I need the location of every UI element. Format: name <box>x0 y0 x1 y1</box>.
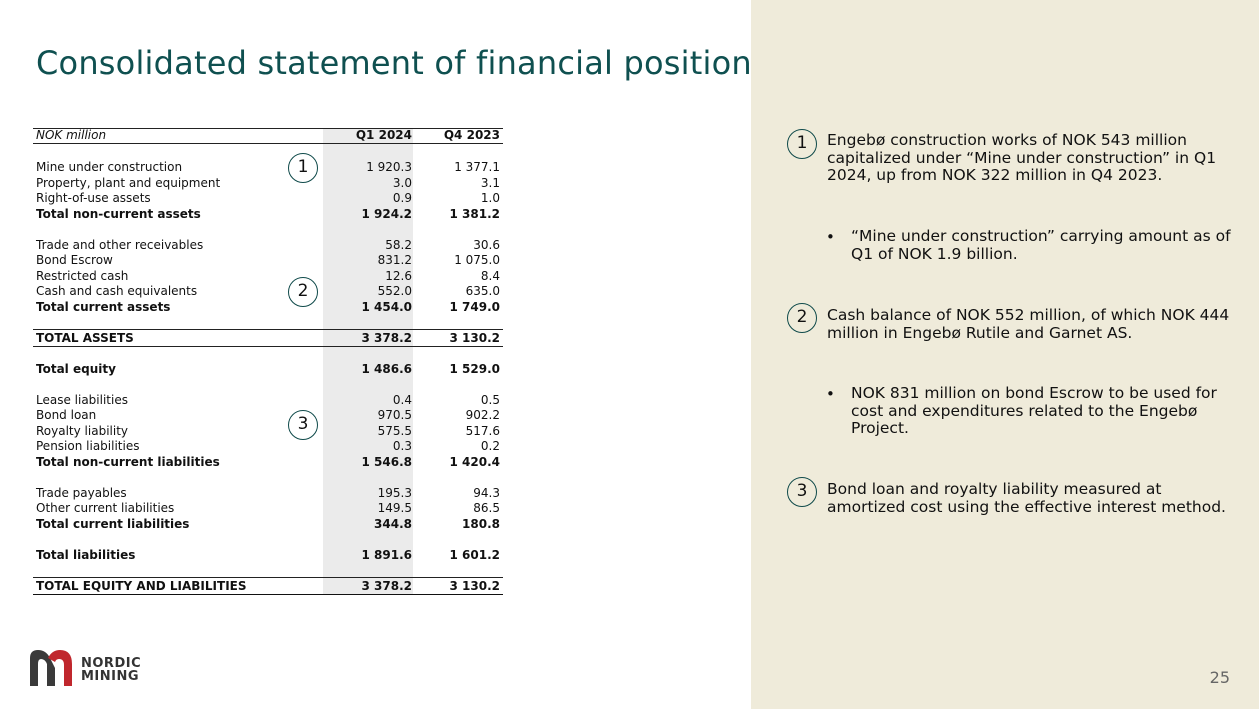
row-q1-value: 344.8 <box>374 517 412 531</box>
row-label: Total equity <box>36 362 116 376</box>
note-1-bullet-text: “Mine under construction” carrying amount as of Q1 of NOK 1.9 billion. <box>851 227 1231 263</box>
row-q4-value: 3.1 <box>480 176 500 190</box>
table-row <box>33 176 503 191</box>
table-row <box>33 501 503 516</box>
row-q4-value: 1 420.4 <box>449 455 500 469</box>
row-label: Bond loan <box>36 408 97 422</box>
table-grand-total-row <box>33 579 503 594</box>
row-label: TOTAL ASSETS <box>36 331 134 345</box>
row-q4-value: 1 377.1 <box>454 160 500 174</box>
logo-line-2: MINING <box>81 669 140 684</box>
table-row <box>33 408 503 423</box>
table-row <box>33 269 503 284</box>
row-q4-value: 8.4 <box>480 269 500 283</box>
row-q4-value: 1 749.0 <box>449 300 500 314</box>
table-top-rule <box>33 128 503 129</box>
logo-wordmark <box>81 657 141 683</box>
row-label: Total current liabilities <box>36 517 190 531</box>
row-q1-value: 3.0 <box>392 176 412 190</box>
marker-2-table: 2 <box>288 277 318 307</box>
row-label: Right-of-use assets <box>36 191 151 205</box>
row-q1-value: 552.0 <box>377 284 412 298</box>
row-q1-value: 195.3 <box>377 486 412 500</box>
row-label: Total non-current liabilities <box>36 455 220 469</box>
table-header-row <box>33 128 503 143</box>
slide-title: Consolidated statement of financial position <box>36 44 752 82</box>
row-q1-value: 1 924.2 <box>361 207 412 221</box>
row-label: TOTAL EQUITY AND LIABILITIES <box>36 579 247 593</box>
table-total-row <box>33 548 503 563</box>
page-number: 25 <box>1209 668 1230 687</box>
table-row <box>33 253 503 268</box>
row-q1-value: 1 546.8 <box>361 455 412 469</box>
header-q4-2023: Q4 2023 <box>443 128 500 142</box>
table-row <box>33 238 503 253</box>
notes-panel <box>751 0 1259 709</box>
row-q4-value: 180.8 <box>462 517 500 531</box>
row-q4-value: 1 601.2 <box>449 548 500 562</box>
row-q4-value: 94.3 <box>473 486 500 500</box>
row-q1-value: 0.4 <box>392 393 412 407</box>
table-grand-total-row <box>33 331 503 346</box>
total-assets-bottom-rule <box>33 346 503 347</box>
table-bottom-rule <box>33 594 503 595</box>
row-q1-value: 575.5 <box>377 424 412 438</box>
row-label: Total non-current assets <box>36 207 201 221</box>
table-row <box>33 191 503 206</box>
row-label: Cash and cash equivalents <box>36 284 198 298</box>
marker-1-note: 1 <box>787 129 817 159</box>
row-q1-value: 3 378.2 <box>361 579 412 593</box>
row-label: Total liabilities <box>36 548 136 562</box>
table-row <box>33 160 503 175</box>
bullet-dot: • <box>826 385 835 403</box>
total-assets-top-rule <box>33 329 503 330</box>
table-total-row <box>33 517 503 532</box>
row-label: Bond Escrow <box>36 253 113 267</box>
table-total-row <box>33 362 503 377</box>
table-row <box>33 424 503 439</box>
table-row <box>33 393 503 408</box>
header-q1-2024: Q1 2024 <box>355 128 412 142</box>
marker-2-note: 2 <box>787 303 817 333</box>
note-1-text: Engebø construction works of NOK 543 million capitalized under “Mine under construction” in Q1 2024, up from NOK 322 million in Q4 2023. <box>827 131 1217 184</box>
row-label: Restricted cash <box>36 269 129 283</box>
row-q1-value: 0.3 <box>392 439 412 453</box>
row-q4-value: 902.2 <box>465 408 500 422</box>
row-q1-value: 831.2 <box>377 253 412 267</box>
row-q1-value: 1 454.0 <box>361 300 412 314</box>
row-q1-value: 1 920.3 <box>366 160 412 174</box>
row-q1-value: 0.9 <box>392 191 412 205</box>
marker-3-note: 3 <box>787 477 817 507</box>
row-label: Property, plant and equipment <box>36 176 221 190</box>
note-2-text: Cash balance of NOK 552 million, of which NOK 444 million in Engebø Rutile and Garnet AS. <box>827 306 1230 342</box>
row-q4-value: 1 075.0 <box>454 253 500 267</box>
marker-1-table: 1 <box>288 153 318 183</box>
note-2-bullet-text: NOK 831 million on bond Escrow to be used for cost and expenditures related to the Engebø Project. <box>851 384 1217 437</box>
table-total-row <box>33 455 503 470</box>
row-q4-value: 1.0 <box>480 191 500 205</box>
row-label: Mine under construction <box>36 160 183 174</box>
marker-3-table: 3 <box>288 410 318 440</box>
row-q1-value: 1 891.6 <box>361 548 412 562</box>
row-label: Lease liabilities <box>36 393 128 407</box>
row-q4-value: 30.6 <box>473 238 500 252</box>
header-bottom-rule <box>33 143 503 144</box>
row-q4-value: 86.5 <box>473 501 500 515</box>
bullet-dot: • <box>826 228 835 246</box>
row-label: Total current assets <box>36 300 171 314</box>
row-q4-value: 1 381.2 <box>449 207 500 221</box>
note-3-text: Bond loan and royalty liability measured at amortized cost using the effective interest method. <box>827 480 1226 516</box>
header-unit-label: NOK million <box>36 128 107 142</box>
logo-line-1: NORDIC <box>81 656 142 671</box>
row-q4-value: 635.0 <box>465 284 500 298</box>
row-q4-value: 517.6 <box>465 424 500 438</box>
row-q1-value: 58.2 <box>385 238 412 252</box>
row-q1-value: 970.5 <box>377 408 412 422</box>
row-q1-value: 3 378.2 <box>361 331 412 345</box>
table-row <box>33 284 503 299</box>
table-total-row <box>33 300 503 315</box>
row-q4-value: 3 130.2 <box>449 331 500 345</box>
table-row <box>33 439 503 454</box>
table-row <box>33 486 503 501</box>
row-q1-value: 1 486.6 <box>361 362 412 376</box>
grand-total-top-rule <box>33 577 503 578</box>
table-total-row <box>33 207 503 222</box>
row-q1-value: 149.5 <box>377 501 412 515</box>
row-label: Trade payables <box>36 486 127 500</box>
row-q4-value: 1 529.0 <box>449 362 500 376</box>
row-label: Pension liabilities <box>36 439 140 453</box>
row-q4-value: 3 130.2 <box>449 579 500 593</box>
row-q1-value: 12.6 <box>385 269 412 283</box>
row-label: Other current liabilities <box>36 501 175 515</box>
row-label: Trade and other receivables <box>36 238 204 252</box>
row-label: Royalty liability <box>36 424 128 438</box>
row-q4-value: 0.5 <box>480 393 500 407</box>
row-q4-value: 0.2 <box>480 439 500 453</box>
